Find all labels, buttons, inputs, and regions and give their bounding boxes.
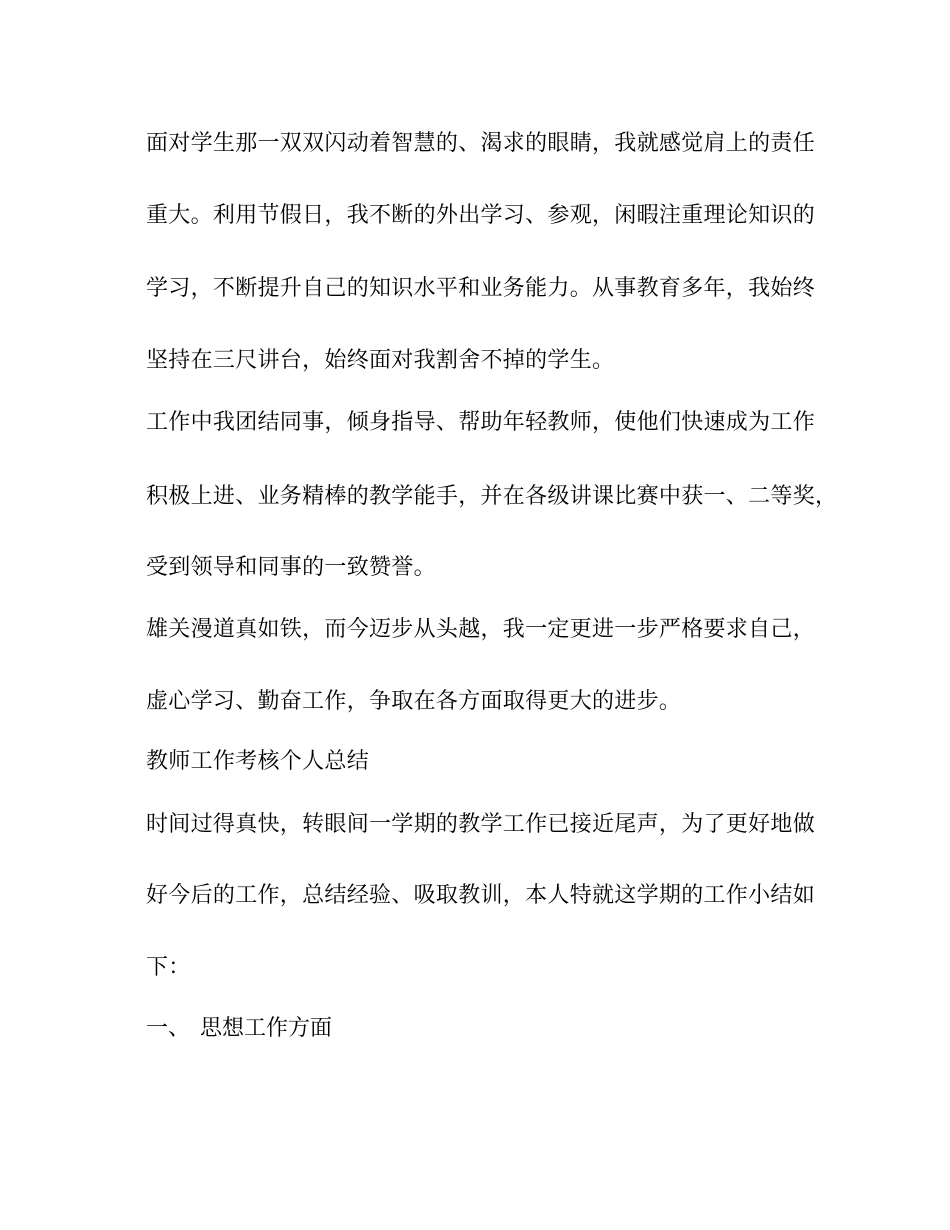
paragraph-line: 重大。利用节假日，我不断的外出学习、参观，闲暇注重理论知识的	[146, 203, 816, 228]
paragraph-line: 受到领导和同事的一致赞誉。	[146, 555, 436, 580]
paragraph-line: 雄关漫道真如铁，而今迈步从头越，我一定更进一步严格要求自己，	[146, 617, 816, 642]
paragraph-line: 面对学生那一双双闪动着智慧的、渴求的眼睛，我就感觉肩上的责任	[146, 131, 816, 156]
section-number: 一、	[146, 1016, 191, 1041]
section-heading	[146, 1016, 332, 1042]
paragraph-line: 学习，不断提升自己的知识水平和业务能力。从事教育多年，我始终	[146, 276, 816, 301]
section-title: 思想工作方面	[200, 1016, 333, 1041]
document-heading: 教师工作考核个人总结	[146, 749, 370, 774]
paragraph-line: 工作中我团结同事，倾身指导、帮助年轻教师，使他们快速成为工作	[146, 410, 816, 435]
paragraph-line: 下：	[146, 955, 191, 980]
paragraph-line: 积极上进、业务精棒的教学能手，并在各级讲课比赛中获一、二等奖，	[146, 484, 838, 509]
paragraph-line: 虚心学习、勤奋工作，争取在各方面取得更大的进步。	[146, 689, 682, 714]
paragraph-line: 好今后的工作，总结经验、吸取教训，本人特就这学期的工作小结如	[146, 883, 816, 908]
paragraph-line: 时间过得真快，转眼间一学期的教学工作已接近尾声，为了更好地做	[146, 812, 816, 837]
paragraph-line: 坚持在三尺讲台，始终面对我割舍不掉的学生。	[146, 348, 615, 373]
